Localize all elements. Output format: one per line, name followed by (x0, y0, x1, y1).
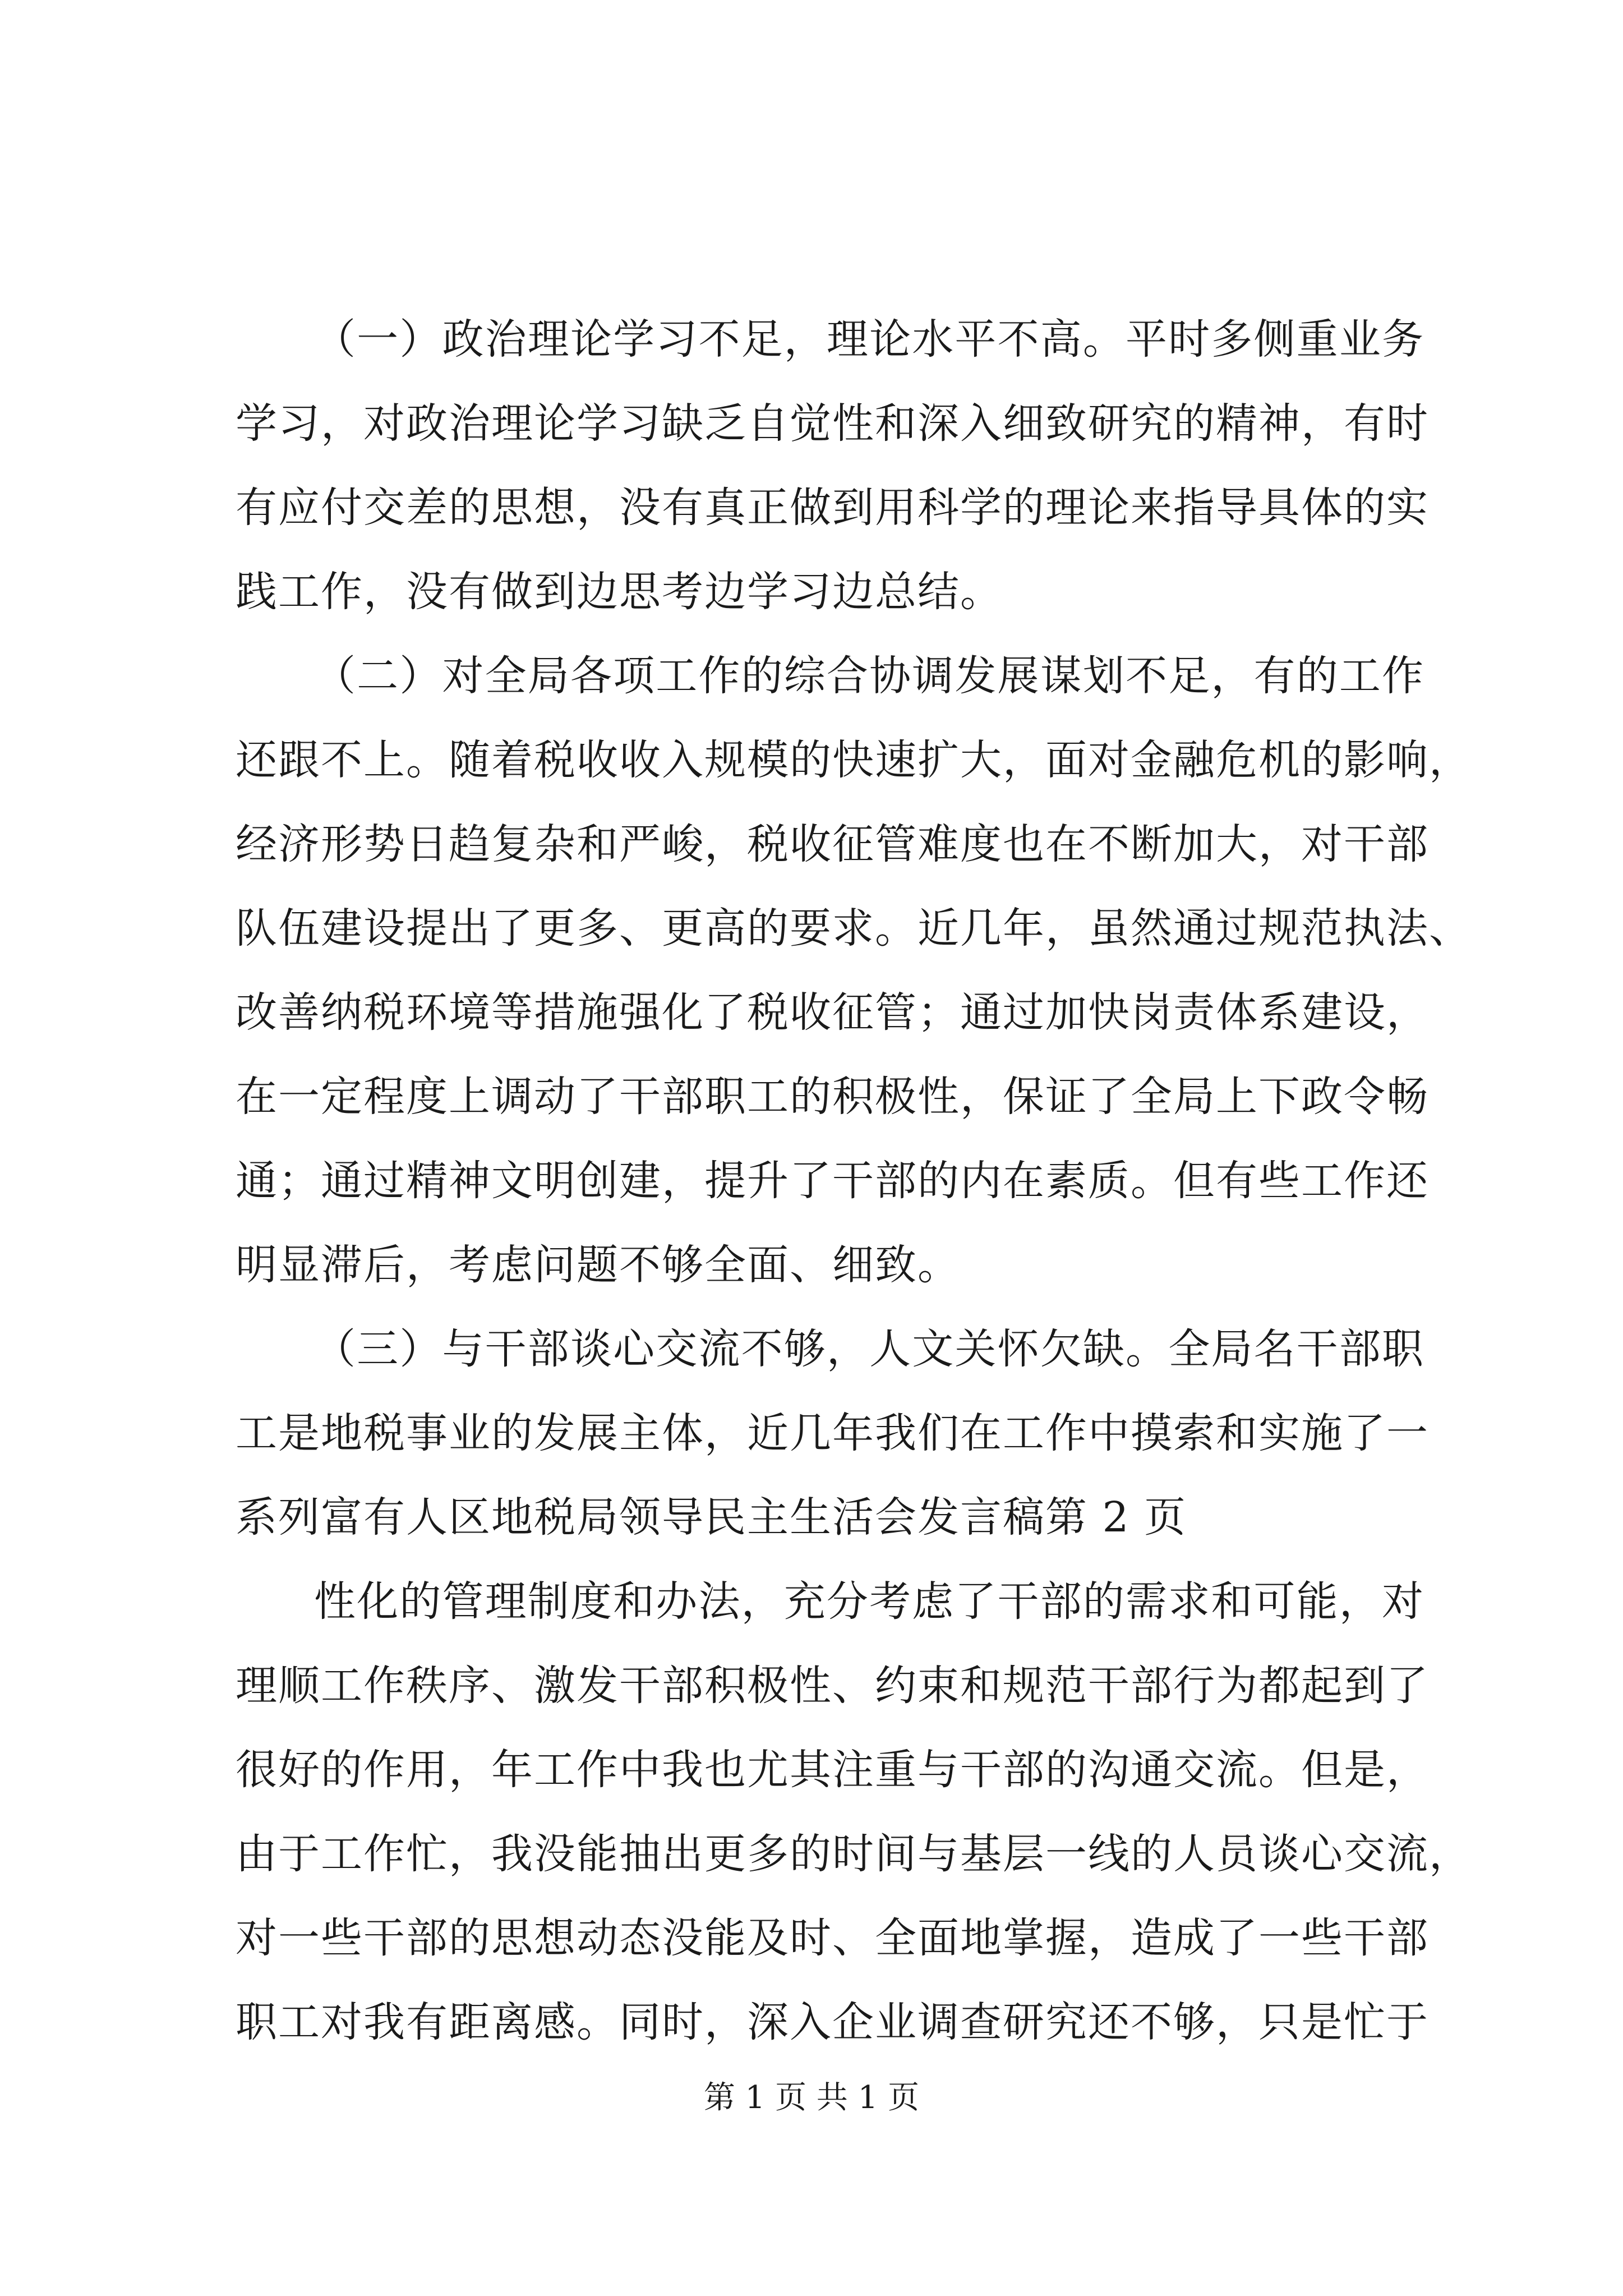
text-line: 对一些干部的思想动态没能及时、全面地掌握，造成了一些干部 (236, 1914, 1429, 1962)
page-footer: 第 1 页 共 1 页 (703, 2079, 920, 2116)
text-line: 有应付交差的思想，没有真正做到用科学的理论来指导具体的实 (236, 484, 1429, 532)
text-line: 职工对我有距离感。同时，深入企业调查研究还不够，只是忙于 (236, 1998, 1429, 2046)
text-line: 学习，对政治理论学习缺乏自觉性和深入细致研究的精神，有时 (236, 399, 1429, 448)
text-line: 通；通过精神文明创建，提升了干部的内在素质。但有些工作还 (236, 1157, 1429, 1205)
text-line: 由于工作忙，我没能抽出更多的时间与基层一线的人员谈心交流， (236, 1830, 1472, 1878)
text-line: 明显滞后，考虑问题不够全面、细致。 (236, 1241, 960, 1289)
text-line: 改善纳税环境等措施强化了税收征管；通过加快岗责体系建设， (236, 988, 1429, 1037)
text-line: 还跟不上。随着税收收入规模的快速扩大，面对金融危机的影响， (236, 736, 1472, 784)
text-line: 很好的作用，年工作中我也尤其注重与干部的沟通交流。但是， (236, 1746, 1429, 1794)
text-line: 队伍建设提出了更多、更高的要求。近几年，虽然通过规范执法、 (236, 904, 1472, 953)
text-line: （三）与干部谈心交流不够，人文关怀欠缺。全局名干部职 (314, 1325, 1424, 1373)
text-line: 工是地税事业的发展主体，近几年我们在工作中摸索和实施了一 (236, 1409, 1429, 1457)
text-line: （二）对全局各项工作的综合协调发展谋划不足，有的工作 (314, 652, 1424, 700)
text-line: 在一定程度上调动了干部职工的积极性，保证了全局上下政令畅 (236, 1073, 1429, 1121)
text-line: 系列富有人区地税局领导民主生活会发言稿第 2 页 (236, 1493, 1187, 1542)
text-line: 理顺工作秩序、激发干部积极性、约束和规范干部行为都起到了 (236, 1662, 1429, 1710)
text-line: 经济形势日趋复杂和严峻，税收征管难度也在不断加大，对干部 (236, 820, 1429, 868)
text-line: （一）政治理论学习不足，理论水平不高。平时多侧重业务 (314, 315, 1424, 364)
text-line: 践工作，没有做到边思考边学习边总结。 (236, 568, 1003, 616)
text-line: 性化的管理制度和办法，充分考虑了干部的需求和可能，对 (314, 1577, 1424, 1626)
